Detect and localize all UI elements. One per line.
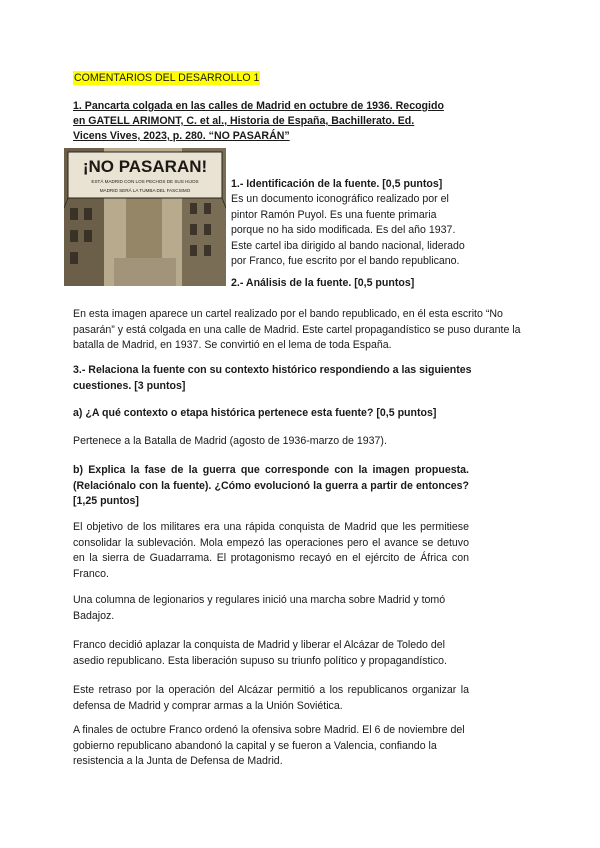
source-citation (73, 99, 473, 144)
no-pasaran-photo (64, 148, 226, 286)
source-line-2: en GATELL ARIMONT, C. et al., Historia de España, Bachillerato. Ed. (73, 115, 415, 127)
paragraph-3: Franco decidió aplazar la conquista de Madrid y liberar el Alcázar de Toledo del asedio republicano. Esta liberación supuso su triunfo político y propagandístico. (73, 639, 447, 667)
question-a-answer: Pertenece a la Batalla de Madrid (agosto de 1936-marzo de 1937). (73, 435, 387, 447)
paragraph-4: Este retraso por la operación del Alcázar permitió a los republicanos organizar la defensa de Madrid y comprar armas a la Unión Soviética. (73, 684, 469, 712)
section-2-title: 2.- Análisis de la fuente. [0,5 puntos] (231, 277, 415, 289)
banner-line-2: ESTÁ MADRID CON LOS PECHOS DE SUS HIJOS (91, 179, 199, 184)
banner-line-3: MADRID SERÁ LA TUMBA DEL FASCISMO (99, 188, 191, 193)
paragraph-2: Una columna de legionarios y regulares inició una marcha sobre Madrid y tomó Badajoz. (73, 594, 446, 622)
section-1-body: Es un documento iconográfico realizado por el pintor Ramón Puyol. Es una fuente primaria porque no ha sido modificada. Es del año 1937. Este cartel iba dirigido al bando nacional, liderado por Franco, fue escrito por el bando republicano. (231, 193, 465, 267)
question-a-title: a) ¿A qué contexto o etapa histórica pertenece esta fuente? [0,5 puntos] (73, 407, 437, 419)
section-1-title: 1.- Identificación de la fuente. [0,5 puntos] (231, 178, 443, 190)
source-line-1: 1. Pancarta colgada en las calles de Madrid en octubre de 1936. Recogido (73, 100, 444, 112)
paragraph-5: A finales de octubre Franco ordenó la ofensiva sobre Madrid. El 6 de noviembre del gobierno republicano abandonó la capital y se fueron a Valencia, confiando la resistencia a la Junta de Defensa de Madrid. (73, 724, 465, 767)
question-b-title: b) Explica la fase de la guerra que corresponde con la imagen propuesta. (Relaciónalo con la fuente). ¿Cómo evolucionó la guerra a partir de entonces? [1,25 puntos] (73, 464, 469, 507)
paragraph-1: El objetivo de los militares era una rápida conquista de Madrid que les permitiese consolidar la sublevación. Mola empezó las operaciones pero el avance se detuvo en la sierra de Guadarrama. El protagonismo recayó en el ejército de África con Franco. (73, 521, 469, 580)
section-2-body: En esta imagen aparece un cartel realizado por el bando republicado, en él esta escrito “No pasarán” y está colgada en una calle de Madrid. Este cartel propagandístico se puso durante la batalla de Madrid, en 1937. Se convirtió en el lema de toda España. (73, 308, 521, 351)
source-line-3: Vicens Vives, 2023, p. 280. “NO PASARÁN” (73, 130, 290, 142)
section-3-title: 3.- Relaciona la fuente con su contexto histórico respondiendo a las siguientes cuestiones. [3 puntos] (73, 364, 472, 392)
highlighted-heading: COMENTARIOS DEL DESARROLLO 1 (74, 72, 260, 84)
photo-image (64, 148, 226, 286)
banner-slogan: ¡NO PASARAN! (82, 157, 208, 176)
